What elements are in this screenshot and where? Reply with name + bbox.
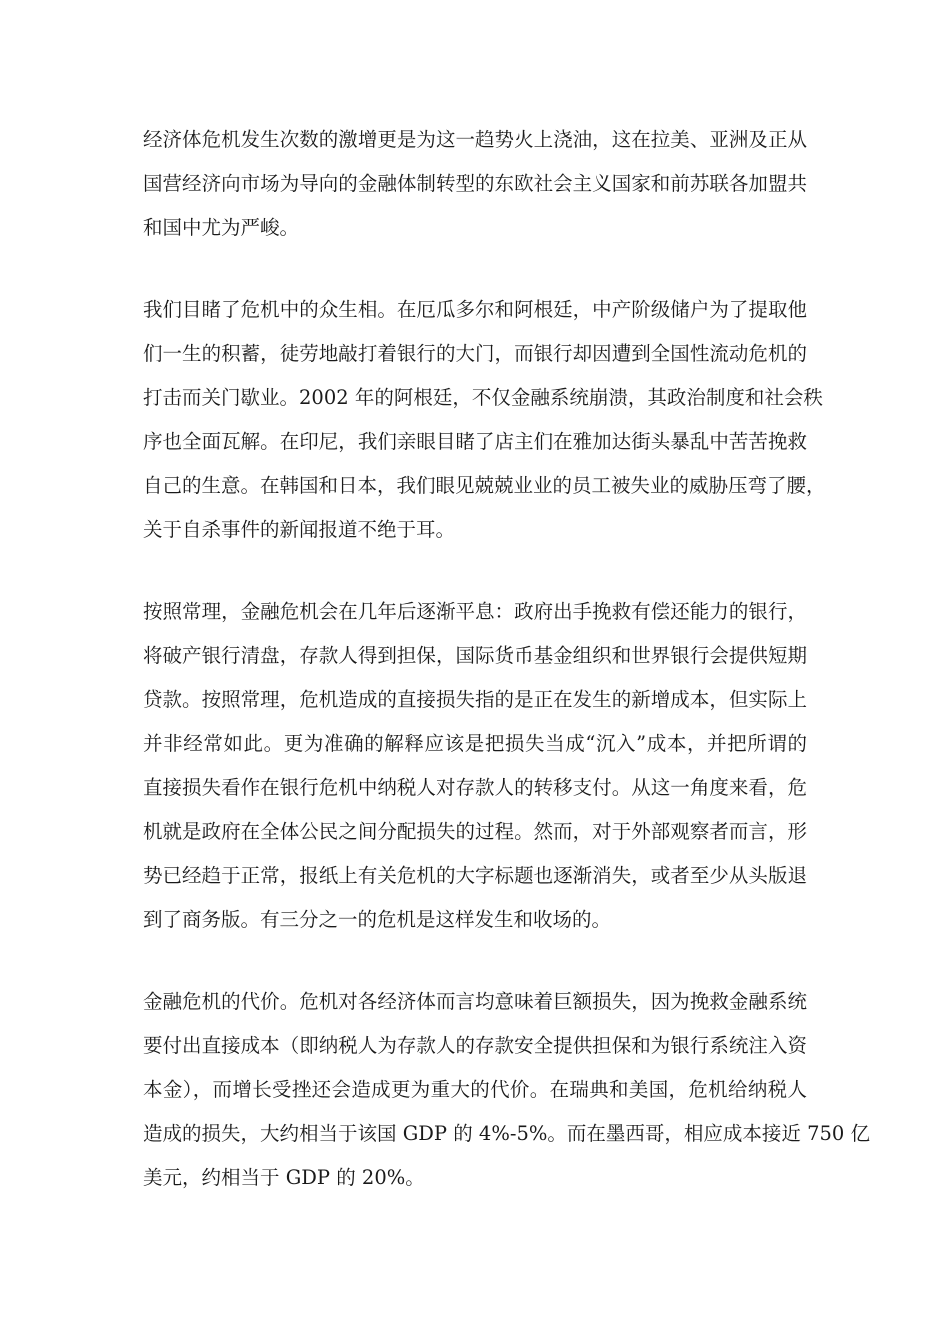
paragraph-line: 序也全面瓦解。在印尼，我们亲眼目睹了店主们在雅加达街头暴乱中苦苦挽救 <box>143 430 807 453</box>
paragraph-line: 造成的损失，大约相当于该国 GDP 的 4%-5%。而在墨西哥，相应成本接近 750 亿 <box>143 1122 871 1145</box>
paragraph-line: 国营经济向市场为导向的金融体制转型的东欧社会主义国家和前苏联各加盟共 <box>143 172 807 195</box>
paragraph-line: 美元，约相当于 GDP 的 20%。 <box>143 1166 425 1189</box>
paragraph-3 <box>143 590 807 942</box>
paragraph-line: 关于自杀事件的新闻报道不绝于耳。 <box>143 518 456 541</box>
paragraph-line: 自己的生意。在韩国和日本，我们眼见兢兢业业的员工被失业的威胁压弯了腰， <box>143 474 826 497</box>
paragraph-2 <box>143 288 826 552</box>
paragraph-line: 机就是政府在全体公民之间分配损失的过程。然而，对于外部观察者而言，形 <box>143 820 807 843</box>
paragraph-line: 直接损失看作在银行危机中纳税人对存款人的转移支付。从这一角度来看，危 <box>143 776 807 799</box>
paragraph-line: 并非经常如此。更为准确的解释应该是把损失当成“沉入”成本，并把所谓的 <box>143 732 807 755</box>
paragraph-1 <box>143 118 807 250</box>
paragraph-line: 按照常理，金融危机会在几年后逐渐平息：政府出手挽救有偿还能力的银行， <box>143 600 807 623</box>
paragraph-line: 将破产银行清盘，存款人得到担保，国际货币基金组织和世界银行会提供短期 <box>143 644 807 667</box>
paragraph-line: 贷款。按照常理，危机造成的直接损失指的是正在发生的新增成本，但实际上 <box>143 688 807 711</box>
paragraph-line: 经济体危机发生次数的激增更是为这一趋势火上浇油，这在拉美、亚洲及正从 <box>143 128 807 151</box>
paragraph-line: 们一生的积蓄，徒劳地敲打着银行的大门，而银行却因遭到全国性流动危机的 <box>143 342 807 365</box>
paragraph-line: 本金），而增长受挫还会造成更为重大的代价。在瑞典和美国，危机给纳税人 <box>143 1078 807 1101</box>
paragraph-line: 和国中尤为严峻。 <box>143 216 300 239</box>
paragraph-line: 到了商务版。有三分之一的危机是这样发生和收场的。 <box>143 908 612 931</box>
paragraph-line: 势已经趋于正常，报纸上有关危机的大字标题也逐渐消失，或者至少从头版退 <box>143 864 807 887</box>
paragraph-line: 我们目睹了危机中的众生相。在厄瓜多尔和阿根廷，中产阶级储户为了提取他 <box>143 298 807 321</box>
paragraph-4 <box>143 980 871 1200</box>
paragraph-line: 要付出直接成本（即纳税人为存款人的存款安全提供担保和为银行系统注入资 <box>143 1034 807 1057</box>
paragraph-line: 打击而关门歇业。2002 年的阿根廷，不仅金融系统崩溃，其政治制度和社会秩 <box>143 386 823 409</box>
paragraph-line: 金融危机的代价。危机对各经济体而言均意味着巨额损失，因为挽救金融系统 <box>143 990 807 1013</box>
document-body <box>143 118 871 1238</box>
